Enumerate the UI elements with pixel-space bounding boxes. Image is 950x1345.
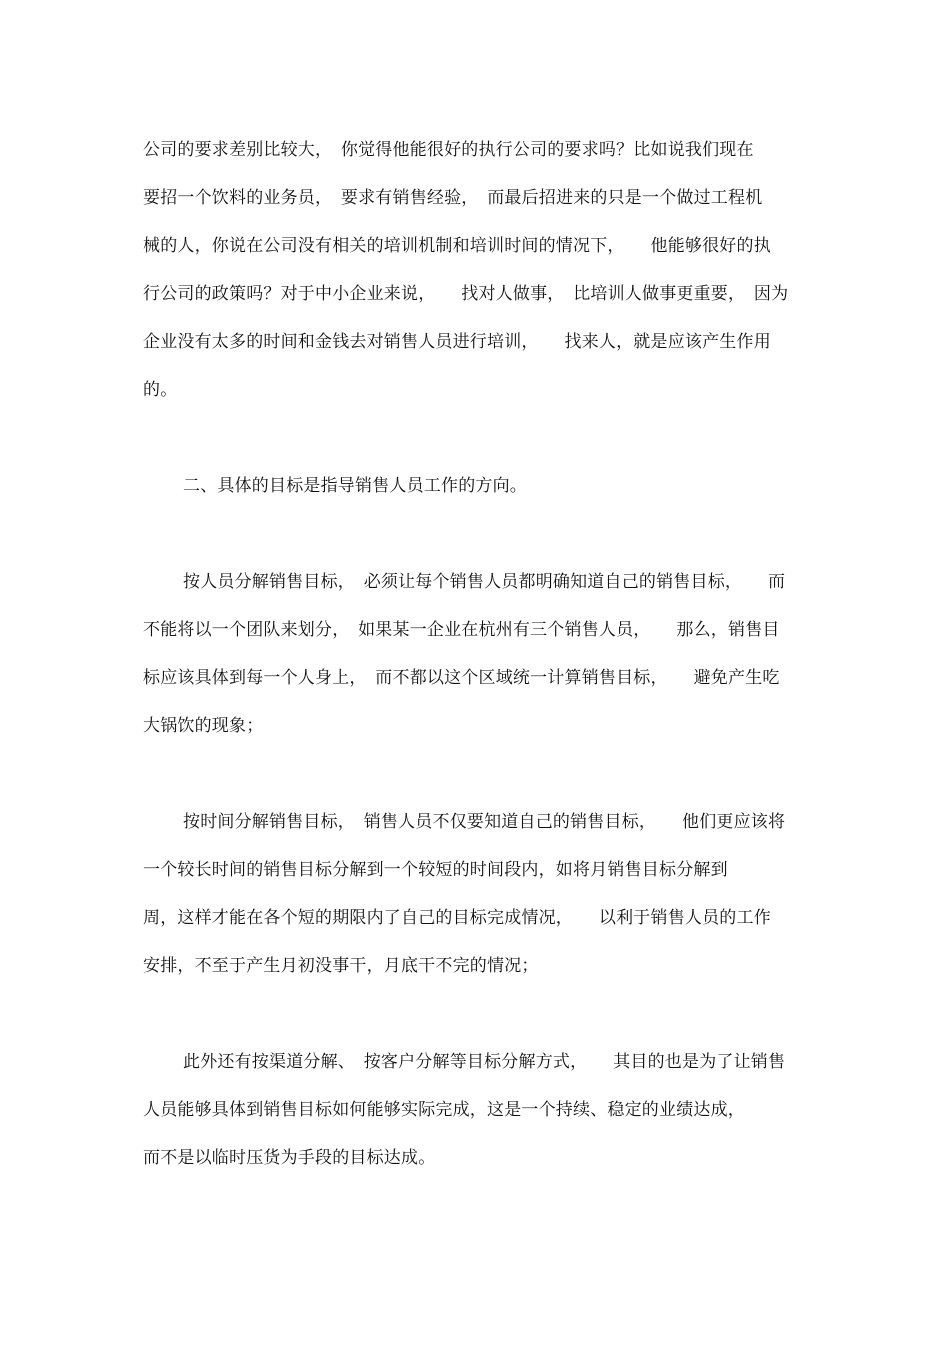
paragraph-3-line-4: 大锅饮的现象； [143, 716, 264, 736]
paragraph-1-line-6: 的。 [143, 380, 178, 400]
paragraph-5-line-3: 而不是以临时压货为手段的目标达成。 [143, 1148, 436, 1168]
paragraph-1-line-3: 械的人，你说在公司没有相关的培训机制和培训时间的情况下， 他能够很好的执 [143, 236, 771, 256]
paragraph-1-line-1: 公司的要求差别比较大， 你觉得他能很好的执行公司的要求吗？比如说我们现在 [143, 140, 754, 160]
paragraph-4-line-4: 安排，不至于产生月初没事干，月底干不完的情况； [143, 956, 539, 976]
paragraph-4-line-1: 按时间分解销售目标， 销售人员不仅要知道自己的销售目标， 他们更应该将 [183, 812, 786, 832]
paragraph-3-line-1: 按人员分解销售目标， 必须让每个销售人员都明确知道自己的销售目标， 而 [183, 572, 786, 592]
paragraph-1-line-2: 要招一个饮料的业务员， 要求有销售经验， 而最后招进来的只是一个做过工程机 [143, 188, 763, 208]
paragraph-1-line-4: 行公司的政策吗？对于中小企业来说， 找对人做事， 比培训人做事更重要， 因为 [143, 284, 789, 304]
paragraph-3-line-2: 不能将以一个团队来划分， 如果某一企业在杭州有三个销售人员， 那么，销售目 [143, 620, 780, 640]
paragraph-1-line-5: 企业没有太多的时间和金钱去对销售人员进行培训， 找来人，就是应该产生作用 [143, 332, 771, 352]
paragraph-5-line-2: 人员能够具体到销售目标如何能够实际完成，这是一个持续、稳定的业绩达成， [143, 1100, 745, 1120]
paragraph-4-line-2: 一个较长时间的销售目标分解到一个较短的时间段内，如将月销售目标分解到 [143, 860, 728, 880]
paragraph-4-line-3: 周，这样才能在各个短的期限内了自己的目标完成情况， 以利于销售人员的工作 [143, 908, 771, 928]
section-heading: 二、具体的目标是指导销售人员工作的方向。 [183, 476, 527, 496]
paragraph-5-line-1: 此外还有按渠道分解、 按客户分解等目标分解方式， 其目的也是为了让销售 [183, 1052, 786, 1072]
paragraph-3-line-3: 标应该具体到每一个人身上， 而不都以这个区域统一计算销售目标， 避免产生吃 [143, 668, 780, 688]
